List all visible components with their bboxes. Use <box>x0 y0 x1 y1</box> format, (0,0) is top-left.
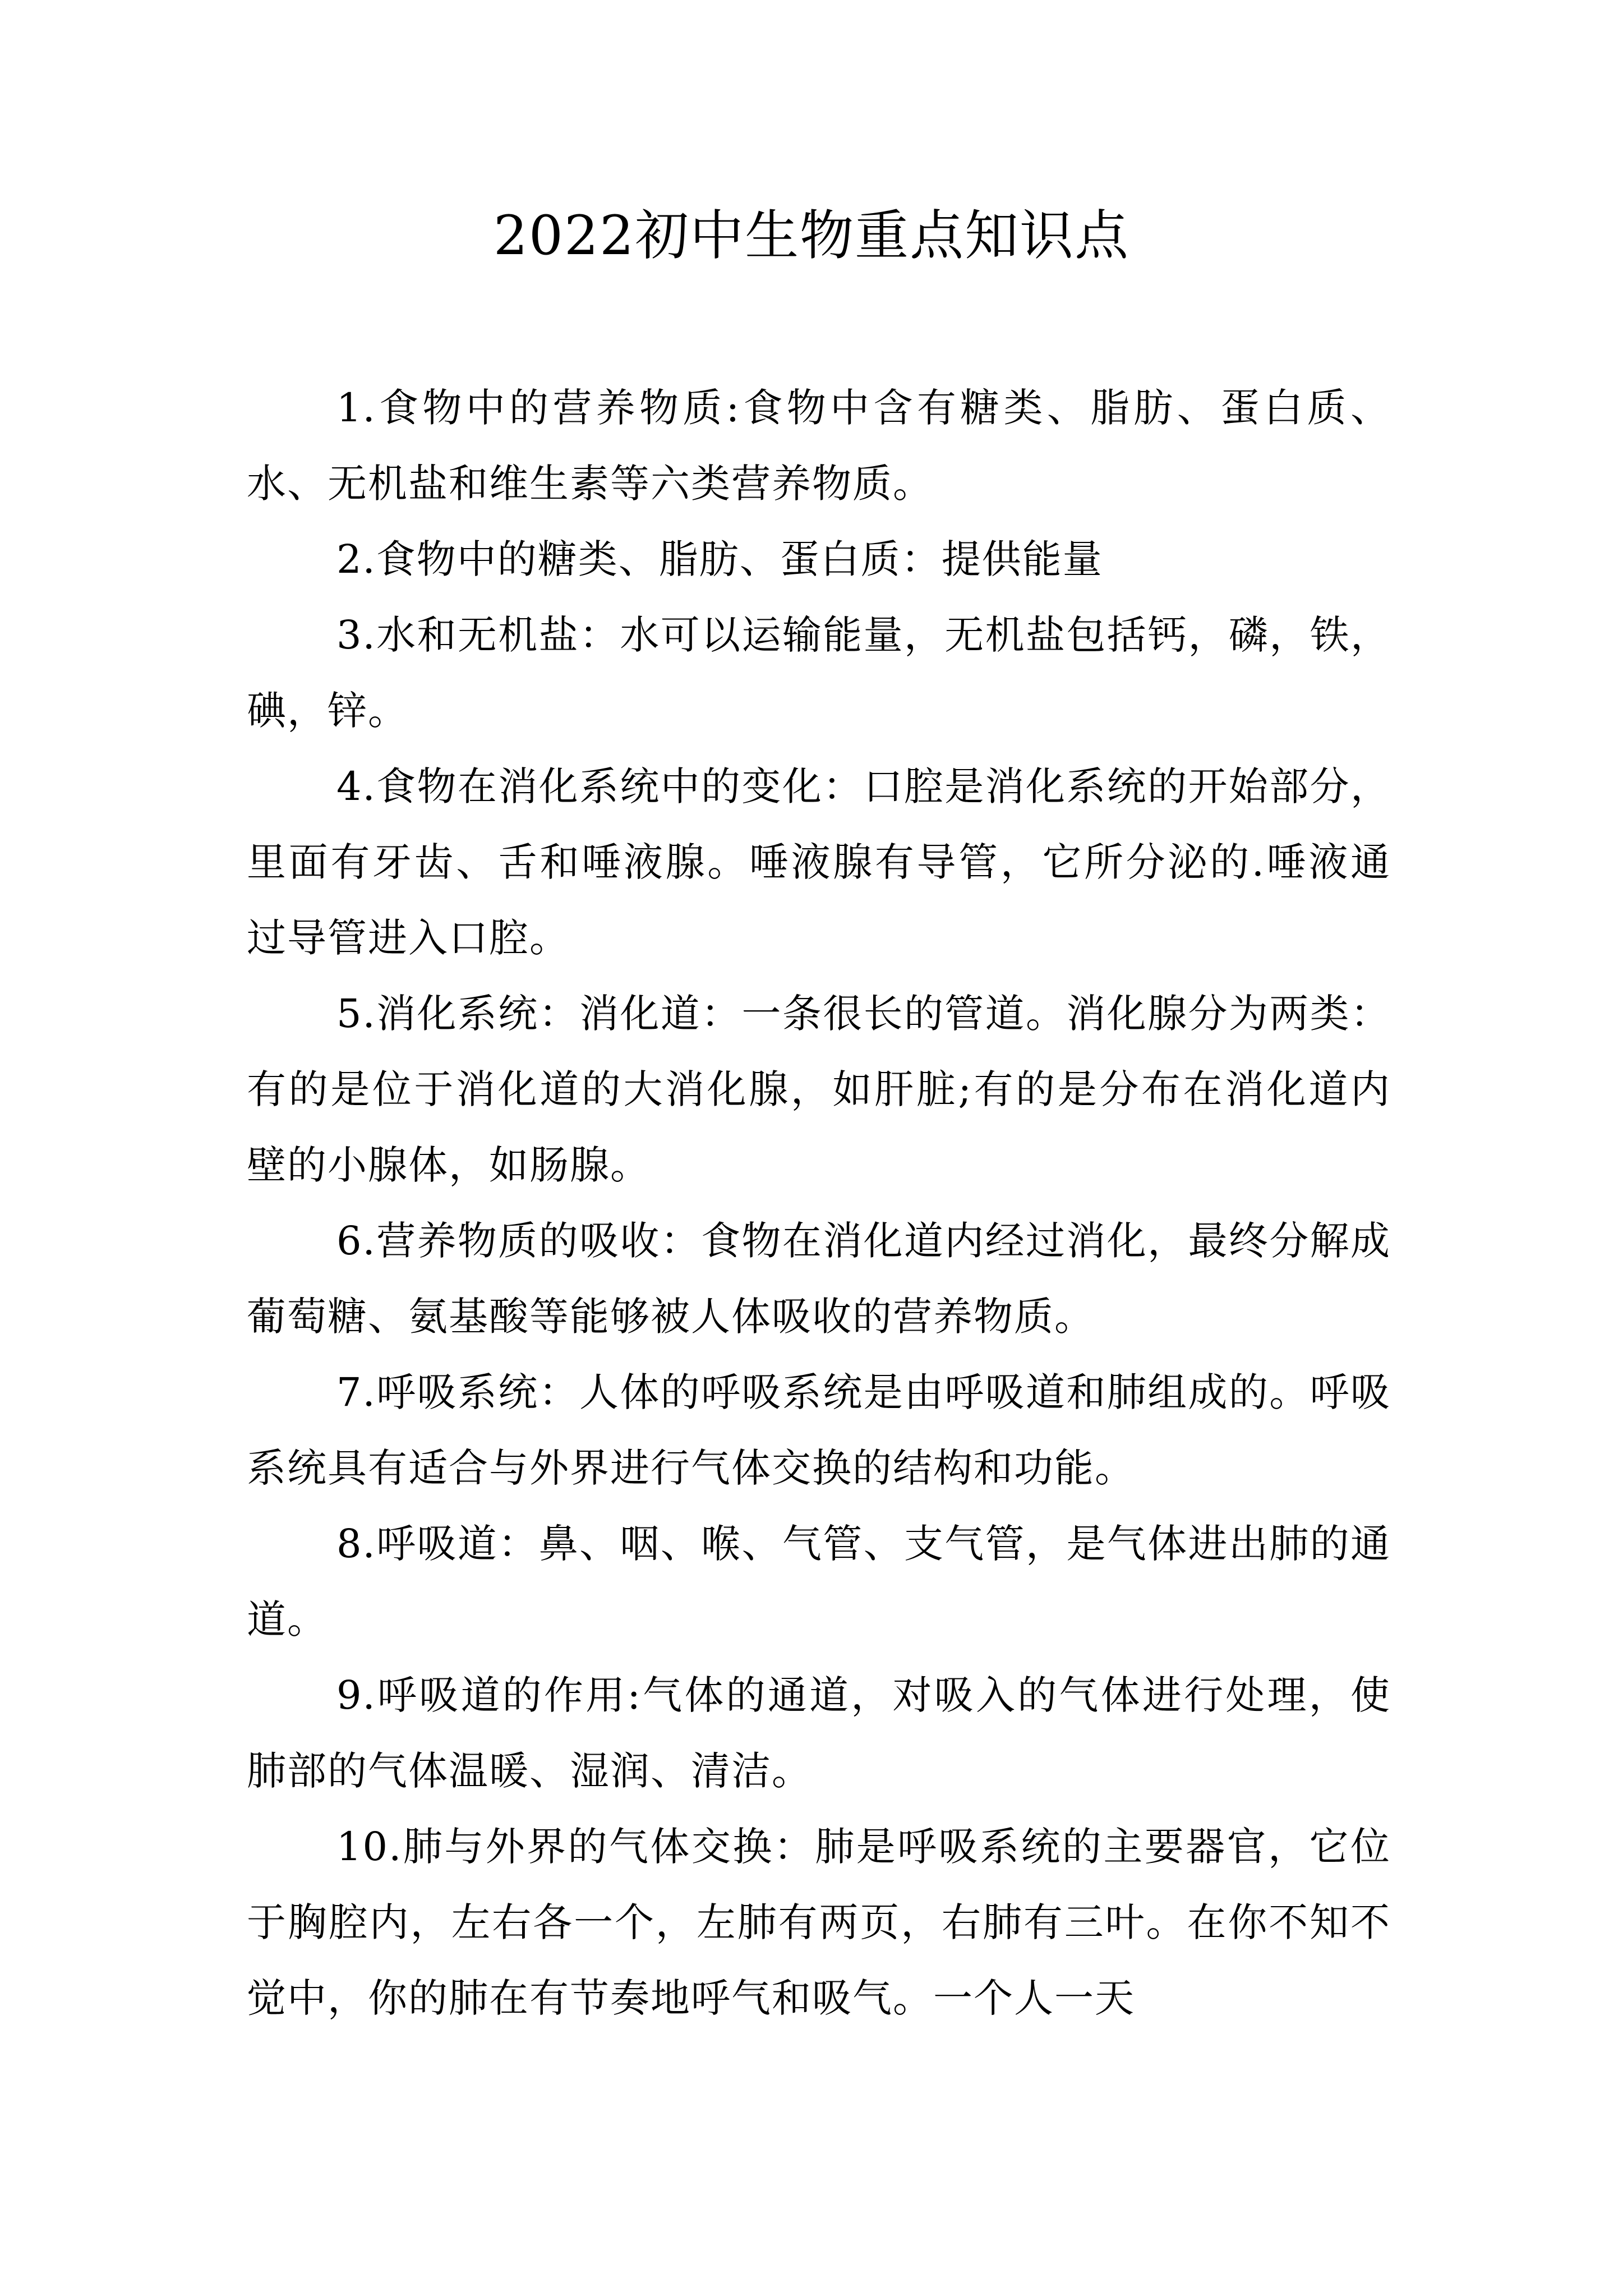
paragraph-2: 2.食物中的糖类、脂肪、蛋白质：提供能量 <box>336 536 1103 582</box>
paragraph-7: 7.呼吸系统：人体的呼吸系统是由呼吸道和肺组成的。呼吸系统具有适合与外界进行气体交换的结构和功能。 <box>247 1369 1391 1491</box>
page-title: 2022初中生物重点知识点 <box>493 204 1130 267</box>
paragraph-5: 5.消化系统：消化道：一条很长的管道。消化腺分为两类：有的是位于消化道的大消化腺，如肝脏;有的是分布在消化道内壁的小腺体，如肠腺。 <box>247 991 1391 1188</box>
document-body <box>247 370 1391 2036</box>
paragraph-4: 4.食物在消化系统中的变化：口腔是消化系统的开始部分，里面有牙齿、舌和唾液腺。唾液腺有导管，它所分泌的.唾液通过导管进入口腔。 <box>247 763 1391 961</box>
paragraph-1: 1.食物中的营养物质:食物中含有糖类、脂肪、蛋白质、水、无机盐和维生素等六类营养物质。 <box>247 385 1391 507</box>
paragraph-10: 10.肺与外界的气体交换：肺是呼吸系统的主要器官，它位于胸腔内，左右各一个，左肺有两页，右肺有三叶。在你不知不觉中，你的肺在有节奏地呼气和吸气。一个人一天 <box>247 1824 1391 2021</box>
paragraph-8: 8.呼吸道：鼻、咽、喉、气管、支气管，是气体进出肺的通道。 <box>247 1521 1391 1642</box>
paragraph-3: 3.水和无机盐：水可以运输能量，无机盐包括钙，磷，铁，碘，锌。 <box>247 612 1391 734</box>
paragraph-9: 9.呼吸道的作用:气体的通道，对吸入的气体进行处理，使肺部的气体温暖、湿润、清洁。 <box>247 1672 1391 1794</box>
paragraph-6: 6.营养物质的吸收：食物在消化道内经过消化，最终分解成葡萄糖、氨基酸等能够被人体吸收的营养物质。 <box>247 1218 1391 1340</box>
